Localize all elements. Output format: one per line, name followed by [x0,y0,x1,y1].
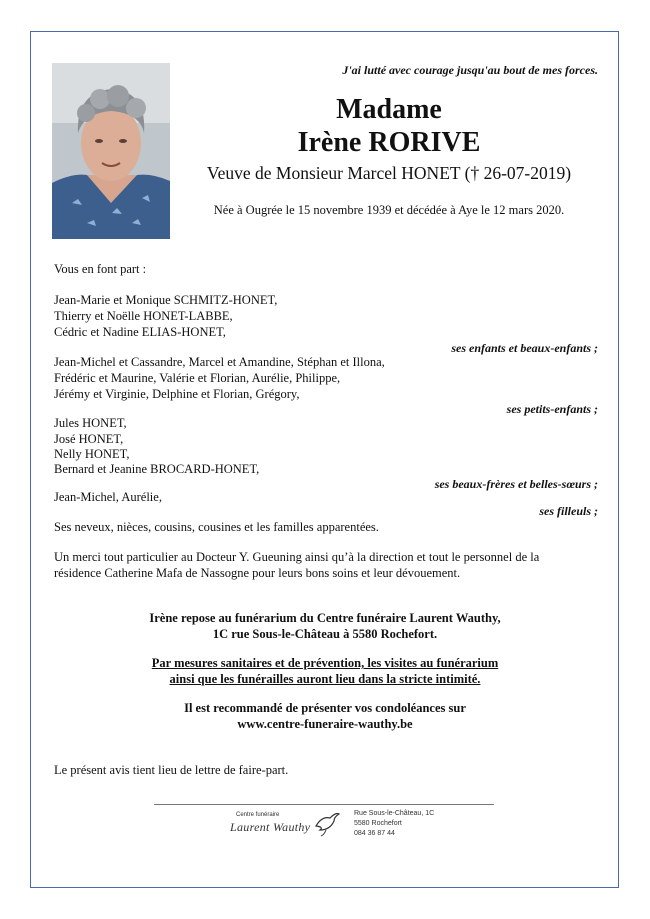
relation-label-inlaws: ses beaux-frères et belles-sœurs ; [434,477,598,491]
family-line: Cédric et Nadine ELIAS-HONET, [54,325,226,339]
rest-location-line: Irène repose au funérarium du Centre funéraire Laurent Wauthy, [149,611,501,625]
sanitary-measures-line: ainsi que les funérailles auront lieu dans la stricte intimité. [169,672,481,686]
deceased-name: Irène RORIVE [297,127,481,158]
birth-death-line: Née à Ougrée le 15 novembre 1939 et décédée à Aye le 12 mars 2020. [213,203,565,217]
footer-divider [154,804,494,805]
rest-address-line: 1C rue Sous-le-Château à 5580 Rochefort. [212,627,438,641]
widow-line: Veuve de Monsieur Marcel HONET († 26-07-2019) [206,163,572,183]
family-line: Nelly HONET, [54,447,130,461]
family-line: Jules HONET, [54,416,127,430]
address-city: 5580 Rochefort [354,820,402,827]
family-line: Jérémy et Virginie, Delphine et Florian, Grégory, [54,387,300,401]
epitaph-quote: J'ai lutté avec courage jusqu'au bout de mes forces. [342,63,598,77]
condolences-url[interactable]: www.centre-funeraire-wauthy.be [237,717,413,731]
notice-line: Le présent avis tient lieu de lettre de faire-part. [54,763,289,777]
relatives-line: Ses neveux, nièces, cousins, cousines et les familles apparentées. [54,520,379,534]
footer-address [354,809,434,839]
portrait-photo [52,63,170,239]
condolences-line: Il est recommandé de présenter vos condoléances sur [184,701,466,715]
family-line: Thierry et Noëlle HONET-LABBE, [54,309,233,323]
family-line: Jean-Michel et Cassandre, Marcel et Amandine, Stéphan et Illona, [54,355,385,369]
sanitary-measures-line: Par mesures sanitaires et de prévention, les visites au funérarium [151,656,499,670]
relation-label-godchildren: ses filleuls ; [539,504,598,518]
logo-small-text: Centre funéraire [236,812,280,818]
logo-name: Laurent Wauthy [230,820,311,834]
address-street: Rue Sous-le-Château, 1C [354,810,435,817]
relation-label-children: ses enfants et beaux-enfants ; [451,341,598,355]
title-honorific: Madame [336,94,442,125]
thanks-line: Un merci tout particulier au Docteur Y. Gueuning ainsi qu’à la direction et tout le personnel de la [54,550,540,564]
family-line: Frédéric et Maurine, Valérie et Florian, Aurélie, Philippe, [54,371,341,385]
family-line: José HONET, [54,432,124,446]
family-line: Jean-Michel, Aurélie, [54,490,162,504]
portrait-image [52,63,170,239]
dove-icon [312,808,342,838]
thanks-line: résidence Catherine Mafa de Nassogne pour leurs bons soins et leur dévouement. [54,566,461,580]
relation-label-grandchildren: ses petits-enfants ; [506,402,598,416]
family-line: Bernard et Jeanine BROCARD-HONET, [54,462,260,476]
phone-number: 084 36 87 44 [354,830,395,837]
family-line: Jean-Marie et Monique SCHMITZ-HONET, [54,293,278,307]
intro-line: Vous en font part : [54,262,147,276]
